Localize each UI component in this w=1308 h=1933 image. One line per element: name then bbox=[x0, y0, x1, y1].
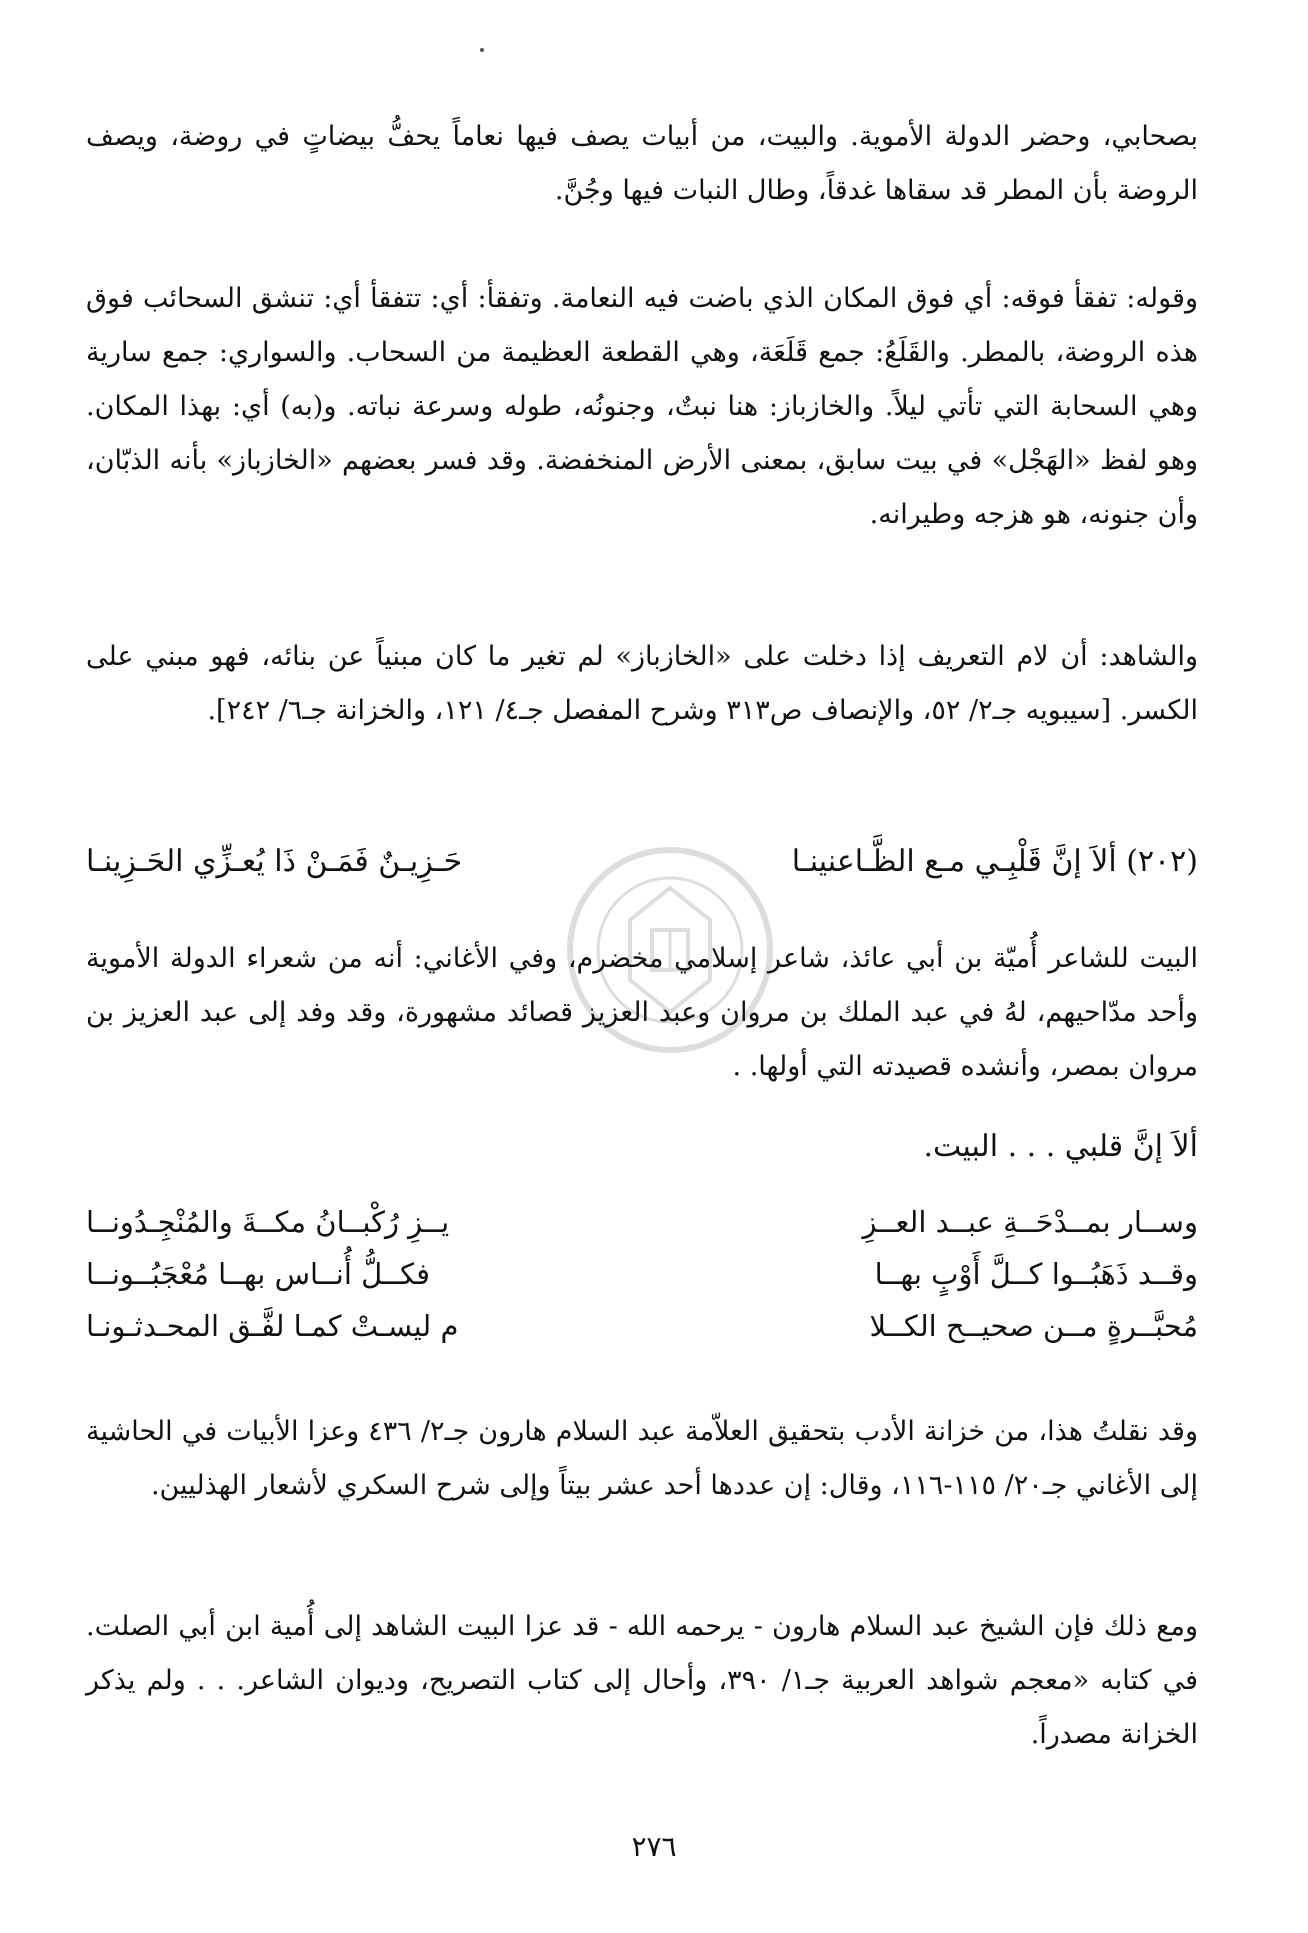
poem-row bbox=[86, 1300, 1198, 1352]
page-number: ٢٧٦ bbox=[631, 1830, 677, 1863]
poem-right-hemistich: مُحبَّــرةٍ مــن صحيــح الكــلا bbox=[869, 1309, 1198, 1343]
poem-left-hemistich: م ليسـتْ كمـا لفَّـق المحـدثـونـا bbox=[86, 1309, 459, 1343]
verse-first-hemistich: ألاَ إنَّ قَلْبِـي مـع الظَّـاعنينـا bbox=[791, 844, 1117, 879]
paragraph-5-quote: ألاَ إنَّ قلبي . . . البيت. bbox=[923, 1129, 1198, 1164]
poem-row bbox=[86, 1196, 1198, 1248]
poem-right-hemistich: وســار بمــدْحَــةِ عبــد العــزِ bbox=[862, 1205, 1198, 1239]
paragraph-3-evidence: والشاهد: أن لام التعريف إذا دخلت على «الخازباز» لم تغير ما كان مبنياً عن بنائه، فهو مبني على الكسر. [سيبويه جـ٢/ ٥٢، والإنصاف ص٣١٣ وشرح المفصل جـ٤/ ١٢١، والخزانة جـ٦/ ٢٤٢]. bbox=[86, 641, 1198, 726]
paragraph-7-note: ومع ذلك فإن الشيخ عبد السلام هارون - يرحمه الله - قد عزا البيت الشاهد إلى أُمية ابن أبي الصلت. في كتابه «معجم شواهد العربية جـ١/ ٣٩٠، وأحال إلى كتاب التصريح، وديوان الشاعر. . . ولم يذكر الخزانة مصدراً. bbox=[86, 1611, 1198, 1750]
paragraph-6-source: وقد نقلتُ هذا، من خزانة الأدب بتحقيق العلاّمة عبد السلام هارون جـ٢/ ٤٣٦ وعزا الأبيات في الحاشية إلى الأغاني جـ٢٠/ ١١٥-١١٦، وقال: إن عددها أحد عشر بيتاً وإلى شرح السكري لأشعار الهذليين. bbox=[86, 1416, 1198, 1501]
poem-right-hemistich: وقــد ذَهَبُــوا كــلَّ أَوْبٍ بهــا bbox=[874, 1257, 1198, 1291]
paragraph-2: وقوله: تفقأ فوقه: أي فوق المكان الذي باضت فيه النعامة. وتفقأ: أي: تتفقأ أي: تنشق السحائب فوق هذه الروضة، بالمطر. والقَلَعُ: جمع قَلَعَة، وهي القطعة العظيمة من السحاب. والسواري: جمع سارية وهي السحابة التي تأتي ليلاً. والخازباز: هنا نبتٌ، وجنونُه، طوله وسرعة نباته. و(به) أي: بهذا المكان. وهو لفظ «الهَجْل» في بيت سابق، بمعنى الأرض المنخفضة. وقد فسر بعضهم «الخازباز» بأنه الذبّان، وأن جنونه، هو هزجه وطيرانه. bbox=[86, 283, 1198, 530]
poem-block bbox=[86, 1196, 1198, 1352]
paragraph-4-poet: البيت للشاعر أُميّة بن أبي عائذ، شاعر إسلامي مخضرم، وفي الأغاني: أنه من شعراء الدولة الأموية وأحد مدّاحيهم، لهُ في عبد الملك بن مروان وعبد العزيز قصائد مشهورة، وقد وفد إلى عبد العزيز بن مروان بمصر، وأنشده قصيدته التي أولها. . bbox=[86, 943, 1198, 1082]
top-dot-mark bbox=[480, 48, 484, 52]
paragraph-1: بصحابي، وحضر الدولة الأموية. والبيت، من أبيات يصف فيها نعاماً يحفُّ بيضاتٍ في روضة، ويصف الروضة بأن المطر قد سقاها غدقاً، وطال النبات فيها وجُنَّ. bbox=[86, 121, 1198, 206]
verse-number: (٢٠٢) bbox=[1126, 844, 1198, 879]
poem-left-hemistich: يــزِ رُكْبــانُ مكــةَ والمُنْجِـدُونــا bbox=[86, 1205, 450, 1239]
poem-row bbox=[86, 1248, 1198, 1300]
verse-second-hemistich: حَـزِيـنٌ فَمَـنْ ذَا يُعـزِّي الحَـزِينـا bbox=[86, 844, 463, 879]
poem-left-hemistich: فكــلُّ أُنــاس بهــا مُعْجَبُــونــا bbox=[86, 1257, 430, 1291]
verse-first-part bbox=[792, 832, 1198, 892]
